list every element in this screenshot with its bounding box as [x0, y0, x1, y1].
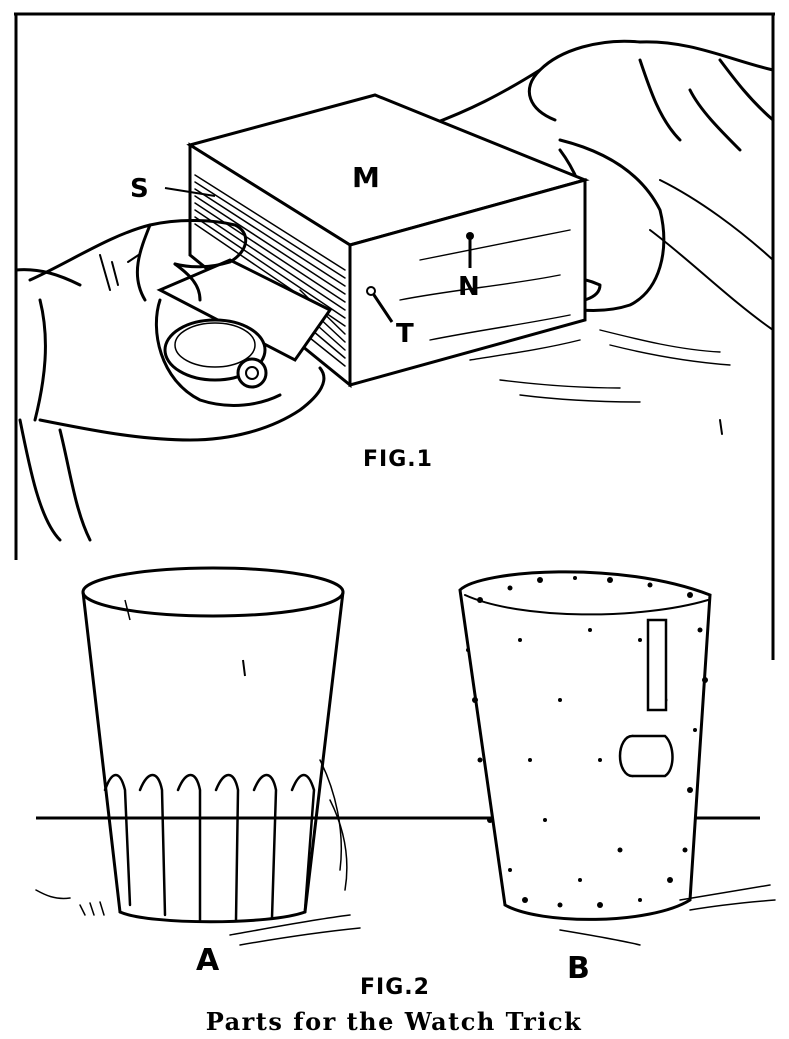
label-a: A: [196, 943, 220, 978]
glass-a-drawing: [83, 568, 347, 922]
label-s: S: [130, 174, 149, 204]
label-b: B: [567, 951, 590, 986]
figure-1-caption: FIG.1: [363, 447, 433, 472]
glass-shadow: [36, 890, 360, 945]
watch-drawing: [165, 320, 266, 387]
left-sleeve-drawing: [16, 270, 90, 540]
label-n: N: [458, 272, 480, 302]
figure-2: [36, 568, 775, 1000]
label-m: M: [352, 161, 380, 194]
cup-b-drawing: [460, 572, 710, 920]
label-t: T: [396, 319, 414, 349]
figure-1: [16, 41, 773, 540]
page-title: Parts for the Watch Trick: [205, 1007, 583, 1036]
fig1-shading: [500, 330, 730, 434]
figure-2-caption: FIG.2: [360, 975, 430, 1000]
